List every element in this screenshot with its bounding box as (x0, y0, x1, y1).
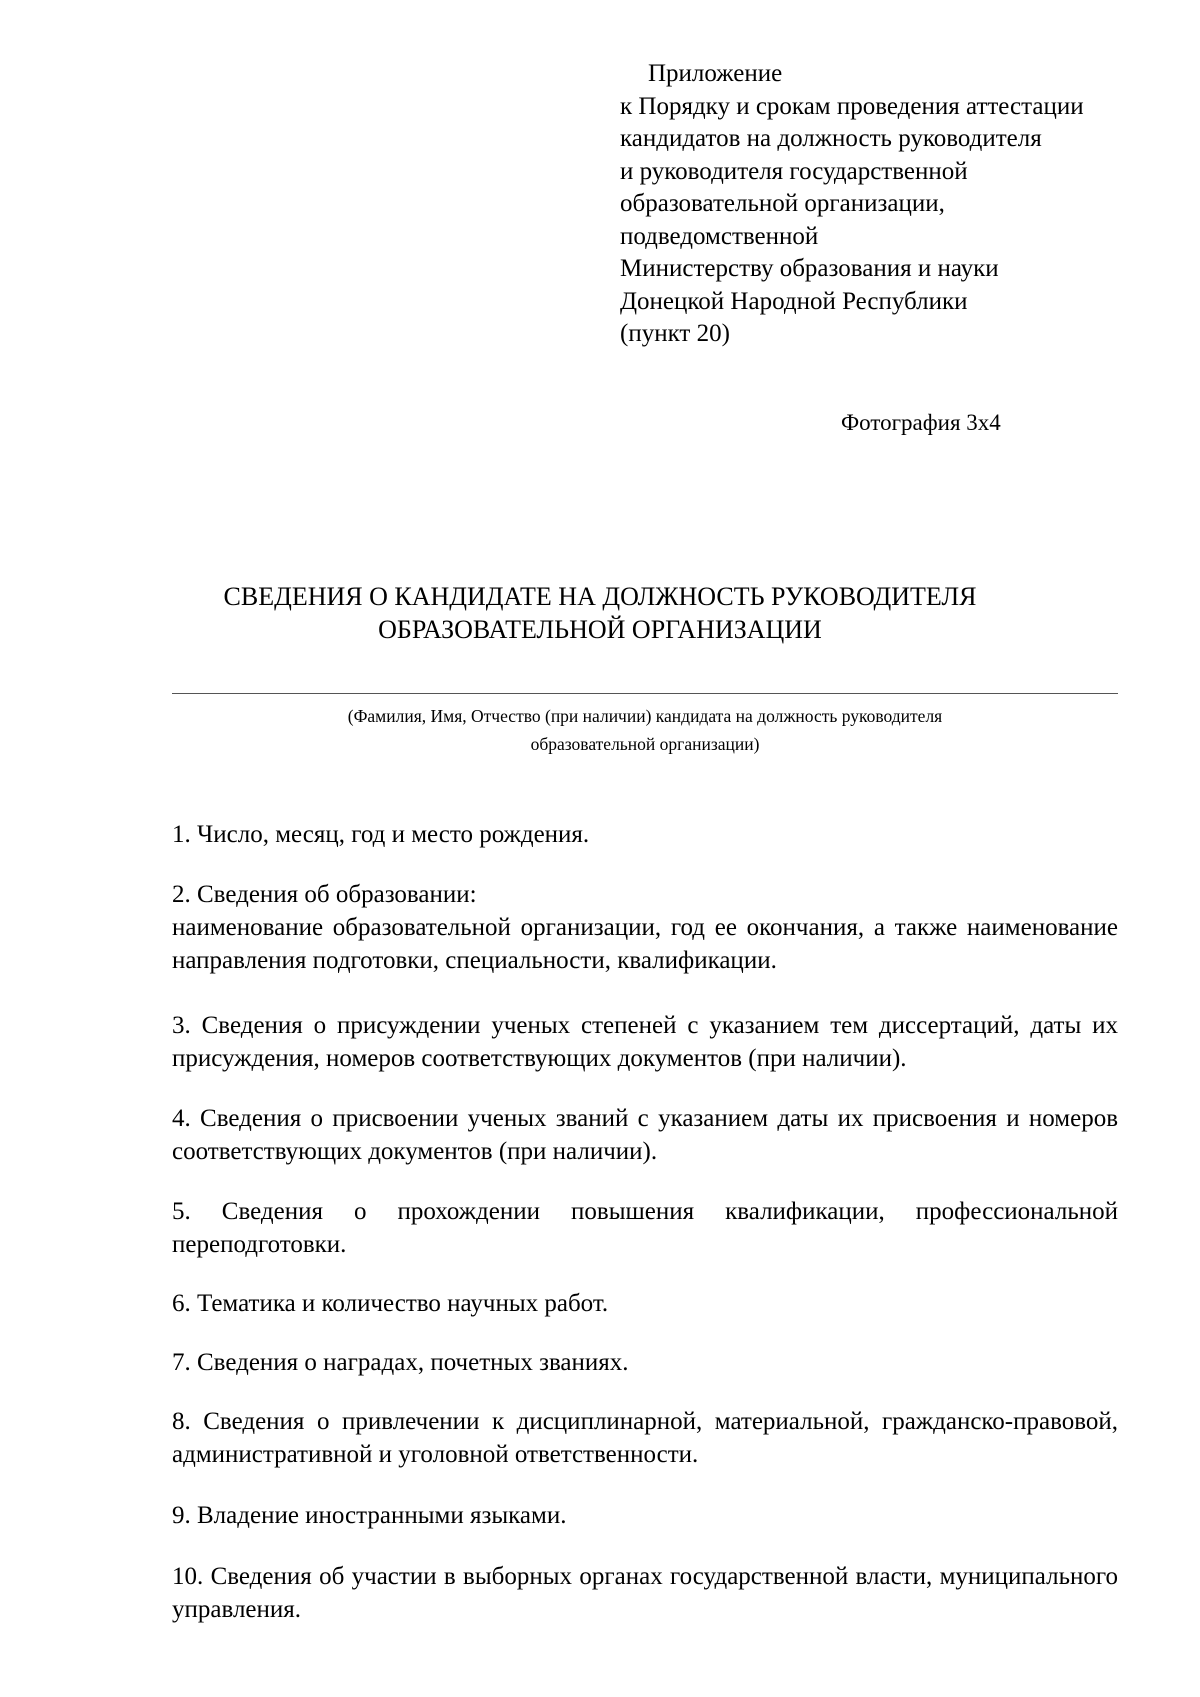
appendix-line: Министерству образования и науки (620, 255, 999, 282)
list-item: 5. Сведения о прохождении повышения квалификации, профессиональной переподготовки. (172, 1198, 1118, 1258)
list-item: 8. Сведения о привлечении к дисциплинарной, материальной, гражданско-правовой, административной и уголовной ответственности. (172, 1408, 1118, 1468)
appendix-line: образовательной организации, (620, 190, 945, 217)
list-item: 1. Число, месяц, год и место рождения. (172, 821, 590, 848)
list-item: 4. Сведения о присвоении ученых званий с указанием даты их присвоения и номеров соответствующих документов (при наличии). (172, 1105, 1118, 1165)
info-items-list (172, 818, 1118, 1626)
list-item: 6. Тематика и количество научных работ. (172, 1290, 609, 1317)
list-item: 3. Сведения о присуждении ученых степеней с указанием тем диссертаций, даты их присуждения, номеров соответствующих документов (при наличии). (172, 1012, 1118, 1072)
appendix-line: к Порядку и срокам проведения аттестации (620, 92, 1084, 120)
list-item: 7. Сведения о наградах, почетных званиях. (172, 1349, 629, 1376)
list-item (172, 878, 1118, 977)
list-item-heading: 2. Сведения об образовании: (172, 881, 477, 908)
list-item-detail: наименование образовательной организации, год ее окончания, а также наименование направления подготовки, специальности, квалификации. (172, 914, 1118, 974)
document-title (150, 580, 1050, 646)
appendix-line: кандидатов на должность руководителя (620, 125, 1042, 152)
appendix-header (620, 58, 1180, 351)
list-item: 10. Сведения об участии в выборных органах государственной власти, муниципального управления. (172, 1563, 1118, 1623)
document-title-line: СВЕДЕНИЯ О КАНДИДАТЕ НА ДОЛЖНОСТЬ РУКОВОДИТЕЛЯ (223, 582, 977, 611)
photo-placeholder-label: Фотография 3х4 (841, 410, 1001, 435)
name-caption-line: (Фамилия, Имя, Отчество (при наличии) кандидата на должность руководителя (347, 706, 943, 726)
appendix-line: подведомственной (620, 222, 819, 250)
name-caption (172, 702, 1118, 758)
appendix-line: Донецкой Народной Республики (620, 287, 968, 315)
name-fill-line (172, 693, 1118, 694)
list-item: 9. Владение иностранными языками. (172, 1502, 567, 1529)
appendix-line: и руководителя государственной (620, 157, 968, 185)
appendix-label: Приложение (648, 60, 783, 87)
name-caption-line: образовательной организации) (530, 734, 760, 754)
document-title-line: ОБРАЗОВАТЕЛЬНОЙ ОРГАНИЗАЦИИ (378, 615, 822, 644)
appendix-line: (пункт 20) (620, 320, 730, 347)
